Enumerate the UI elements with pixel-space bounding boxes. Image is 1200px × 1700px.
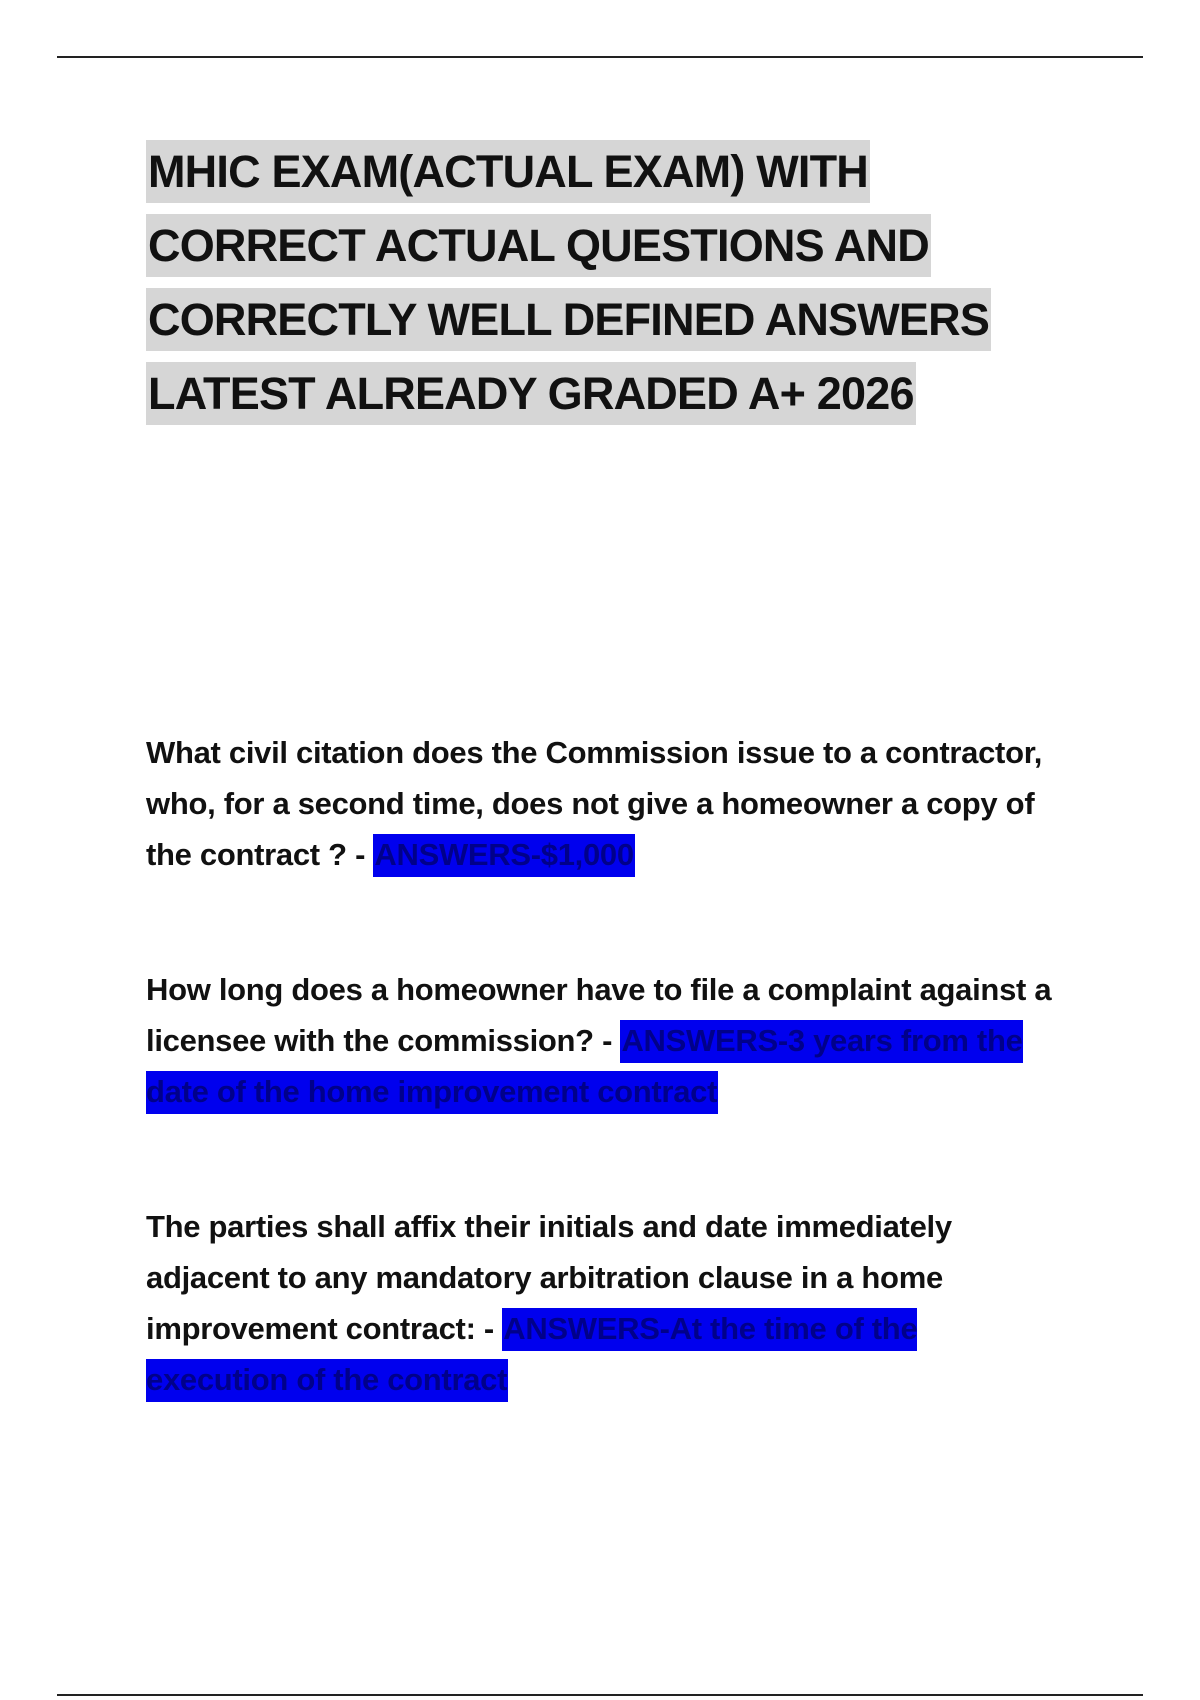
answer-highlight: ANSWERS-At the time of the execution of the contract (146, 1308, 917, 1402)
title-line-text: LATEST ALREADY GRADED A+ 2026 (146, 362, 916, 425)
title-line-text: CORRECTLY WELL DEFINED ANSWERS (146, 288, 991, 351)
qa-item (146, 964, 1066, 1117)
footer-rule (57, 1694, 1143, 1696)
question-text: The parties shall affix their initials and date immediately adjacent to any mandatory arbitration clause in a home improvement contract: - (146, 1209, 952, 1346)
qa-item (146, 727, 1066, 880)
answer-highlight: ANSWERS-$1,000 (373, 834, 634, 877)
title-line (146, 362, 1146, 425)
question-text: What civil citation does the Commission issue to a contractor, who, for a second time, does not give a homeowner a copy of the contract ? - (146, 735, 1043, 872)
title-line-text: CORRECT ACTUAL QUESTIONS AND (146, 214, 931, 277)
title-line (146, 214, 1146, 277)
title-line-text: MHIC EXAM(ACTUAL EXAM) WITH (146, 140, 870, 203)
title-line (146, 140, 1146, 203)
header-rule (57, 56, 1143, 58)
qa-item (146, 1201, 1066, 1405)
document-title (146, 140, 1146, 436)
answer-highlight: ANSWERS-3 years from the date of the home improvement contract (146, 1020, 1023, 1114)
question-text: How long does a homeowner have to file a complaint against a licensee with the commission? - (146, 972, 1052, 1058)
title-line (146, 288, 1146, 351)
